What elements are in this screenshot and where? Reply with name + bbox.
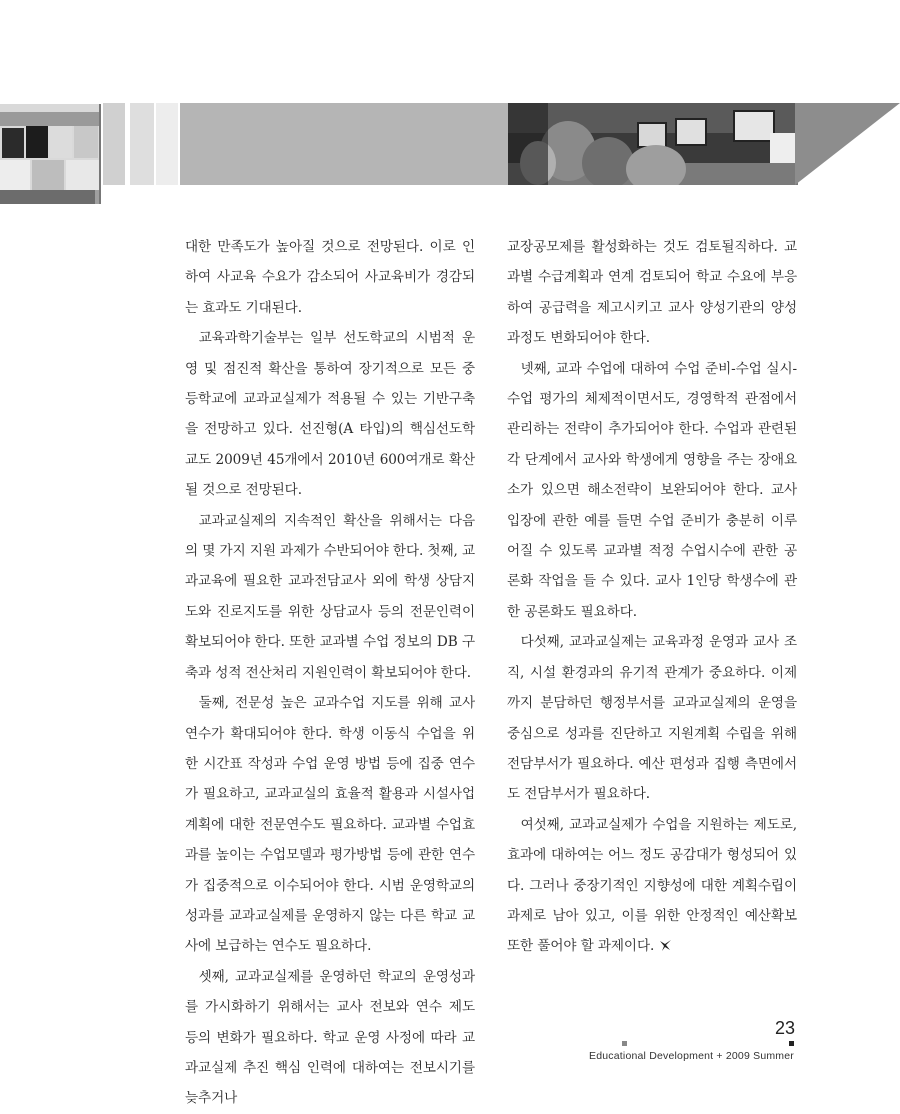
paragraph: 교장공모제를 활성화하는 것도 검토될직하다. 교과별 수급계획과 연계 검토되어 학교 수요에 부응하여 공급력을 제고시키고 교사 양성기관의 양성과정도 변화되어야 한다.	[507, 239, 797, 347]
paragraph: 대한 만족도가 높아질 것으로 전망된다. 이로 인하여 사교육 수요가 감소되어 사교육비가 경감되는 효과도 기대된다.	[185, 239, 475, 316]
paragraph: 넷째, 교과 수업에 대하여 수업 준비-수업 실시-수업 평가의 체제적이면서도, 경영학적 관점에서 관리하는 전략이 추가되어야 한다. 수업과 관련된 각 단계에서 교사와 학생에게 영향을 주는 장애요소가 있으면 해소전략이 보완되어야 한다. 교사 입장에 관한 예를 들면 수업 준비가 충분히 이루어질 수 있도록 교과별 적정 수업시수에 관한 공론화 작업을 들 수 있다. 교사 1인당 학생수에 관한 공론화도 필요하다.	[507, 360, 797, 620]
publication-info: Educational Development + 2009 Summer	[589, 1050, 794, 1062]
paragraph: 둘째, 전문성 높은 교과수업 지도를 위해 교사연수가 확대되어야 한다. 학생 이동식 수업을 위한 시간표 작성과 수업 운영 방법 등에 집중 연수가 필요하고, 교과교실의 효율적 활용과 시설사업 계획에 대한 전문연수도 필요하다. 교과별 수업효과를 높이는 수업모델과 평가방법 등에 관한 연수가 집중적으로 이수되어야 한다. 시범 운영학교의 성과를 교과교실제를 운영하지 않는 다른 학교 교사에 보급하는 연수도 필요하다.	[185, 695, 475, 955]
paragraph: 교육과학기술부는 일부 선도학교의 시범적 운영 및 점진적 확산을 통하여 장기적으로 모든 중등학교에 교과교실제가 적용될 수 있는 기반구축을 전망하고 있다. 선진형(A 타입)의 핵심선도학교도 2009년 45개에서 2010년 600여개로 확산될 것으로 전망된다.	[185, 330, 475, 499]
paragraph-text: 여섯째, 교과교실제가 수업을 지원하는 제도로, 효과에 대하여는 어느 정도 공감대가 형성되어 있다. 그러나 중장기적인 지향성에 대한 계획수립이 과제로 남아 있고, 이를 위한 안정적인 예산확보 또한 풀어야 할 과제이다.	[507, 816, 797, 955]
classroom-students-photo	[508, 103, 798, 185]
header-stripe	[156, 103, 178, 185]
leaf-mark-icon	[658, 938, 672, 952]
header-accent-bar	[0, 190, 95, 204]
paragraph: 다섯째, 교과교실제는 교육과정 운영과 교사 조직, 시설 환경과의 유기적 관계가 중요하다. 이제까지 분담하던 행정부서를 교과교실제의 운영을 중심으로 성과를 진단하고 지원계획 수립을 위해 전담부서가 필요하다. 예산 편성과 집행 측면에서도 전담부서가 필요하다.	[507, 634, 797, 803]
page-number: 23	[774, 1018, 795, 1038]
header-banner	[0, 0, 900, 220]
header-stripe	[130, 103, 154, 185]
left-text-column	[185, 232, 475, 1114]
header-stripe	[103, 103, 125, 185]
header-divider-line	[99, 104, 101, 204]
right-text-column	[507, 232, 797, 962]
footer-square	[789, 1041, 794, 1046]
last-paragraph	[507, 810, 797, 962]
footer-square	[622, 1041, 627, 1046]
paragraph: 교과교실제의 지속적인 확산을 위해서는 다음의 몇 가지 지원 과제가 수반되어야 한다. 첫째, 교과교육에 필요한 교과전담교사 외에 학생 상담지도와 진로지도를 위한 상담교사 등의 전문인력이 확보되어야 한다. 또한 교과별 수업 정보의 DB 구축과 성적 전산처리 지원인력이 확보되어야 한다.	[185, 512, 475, 681]
auditorium-seats-photo	[0, 104, 100, 204]
paragraph: 셋째, 교과교실제를 운영하던 학교의 운영성과를 가시화하기 위해서는 교사 전보와 연수 제도 등의 변화가 필요하다. 학교 운영 사정에 따라 교과교실제 추진 핵심 인력에 대하여는 전보시기를 늦추거나	[185, 968, 475, 1107]
header-gray-bar	[180, 103, 510, 185]
header-triangle	[795, 103, 900, 185]
